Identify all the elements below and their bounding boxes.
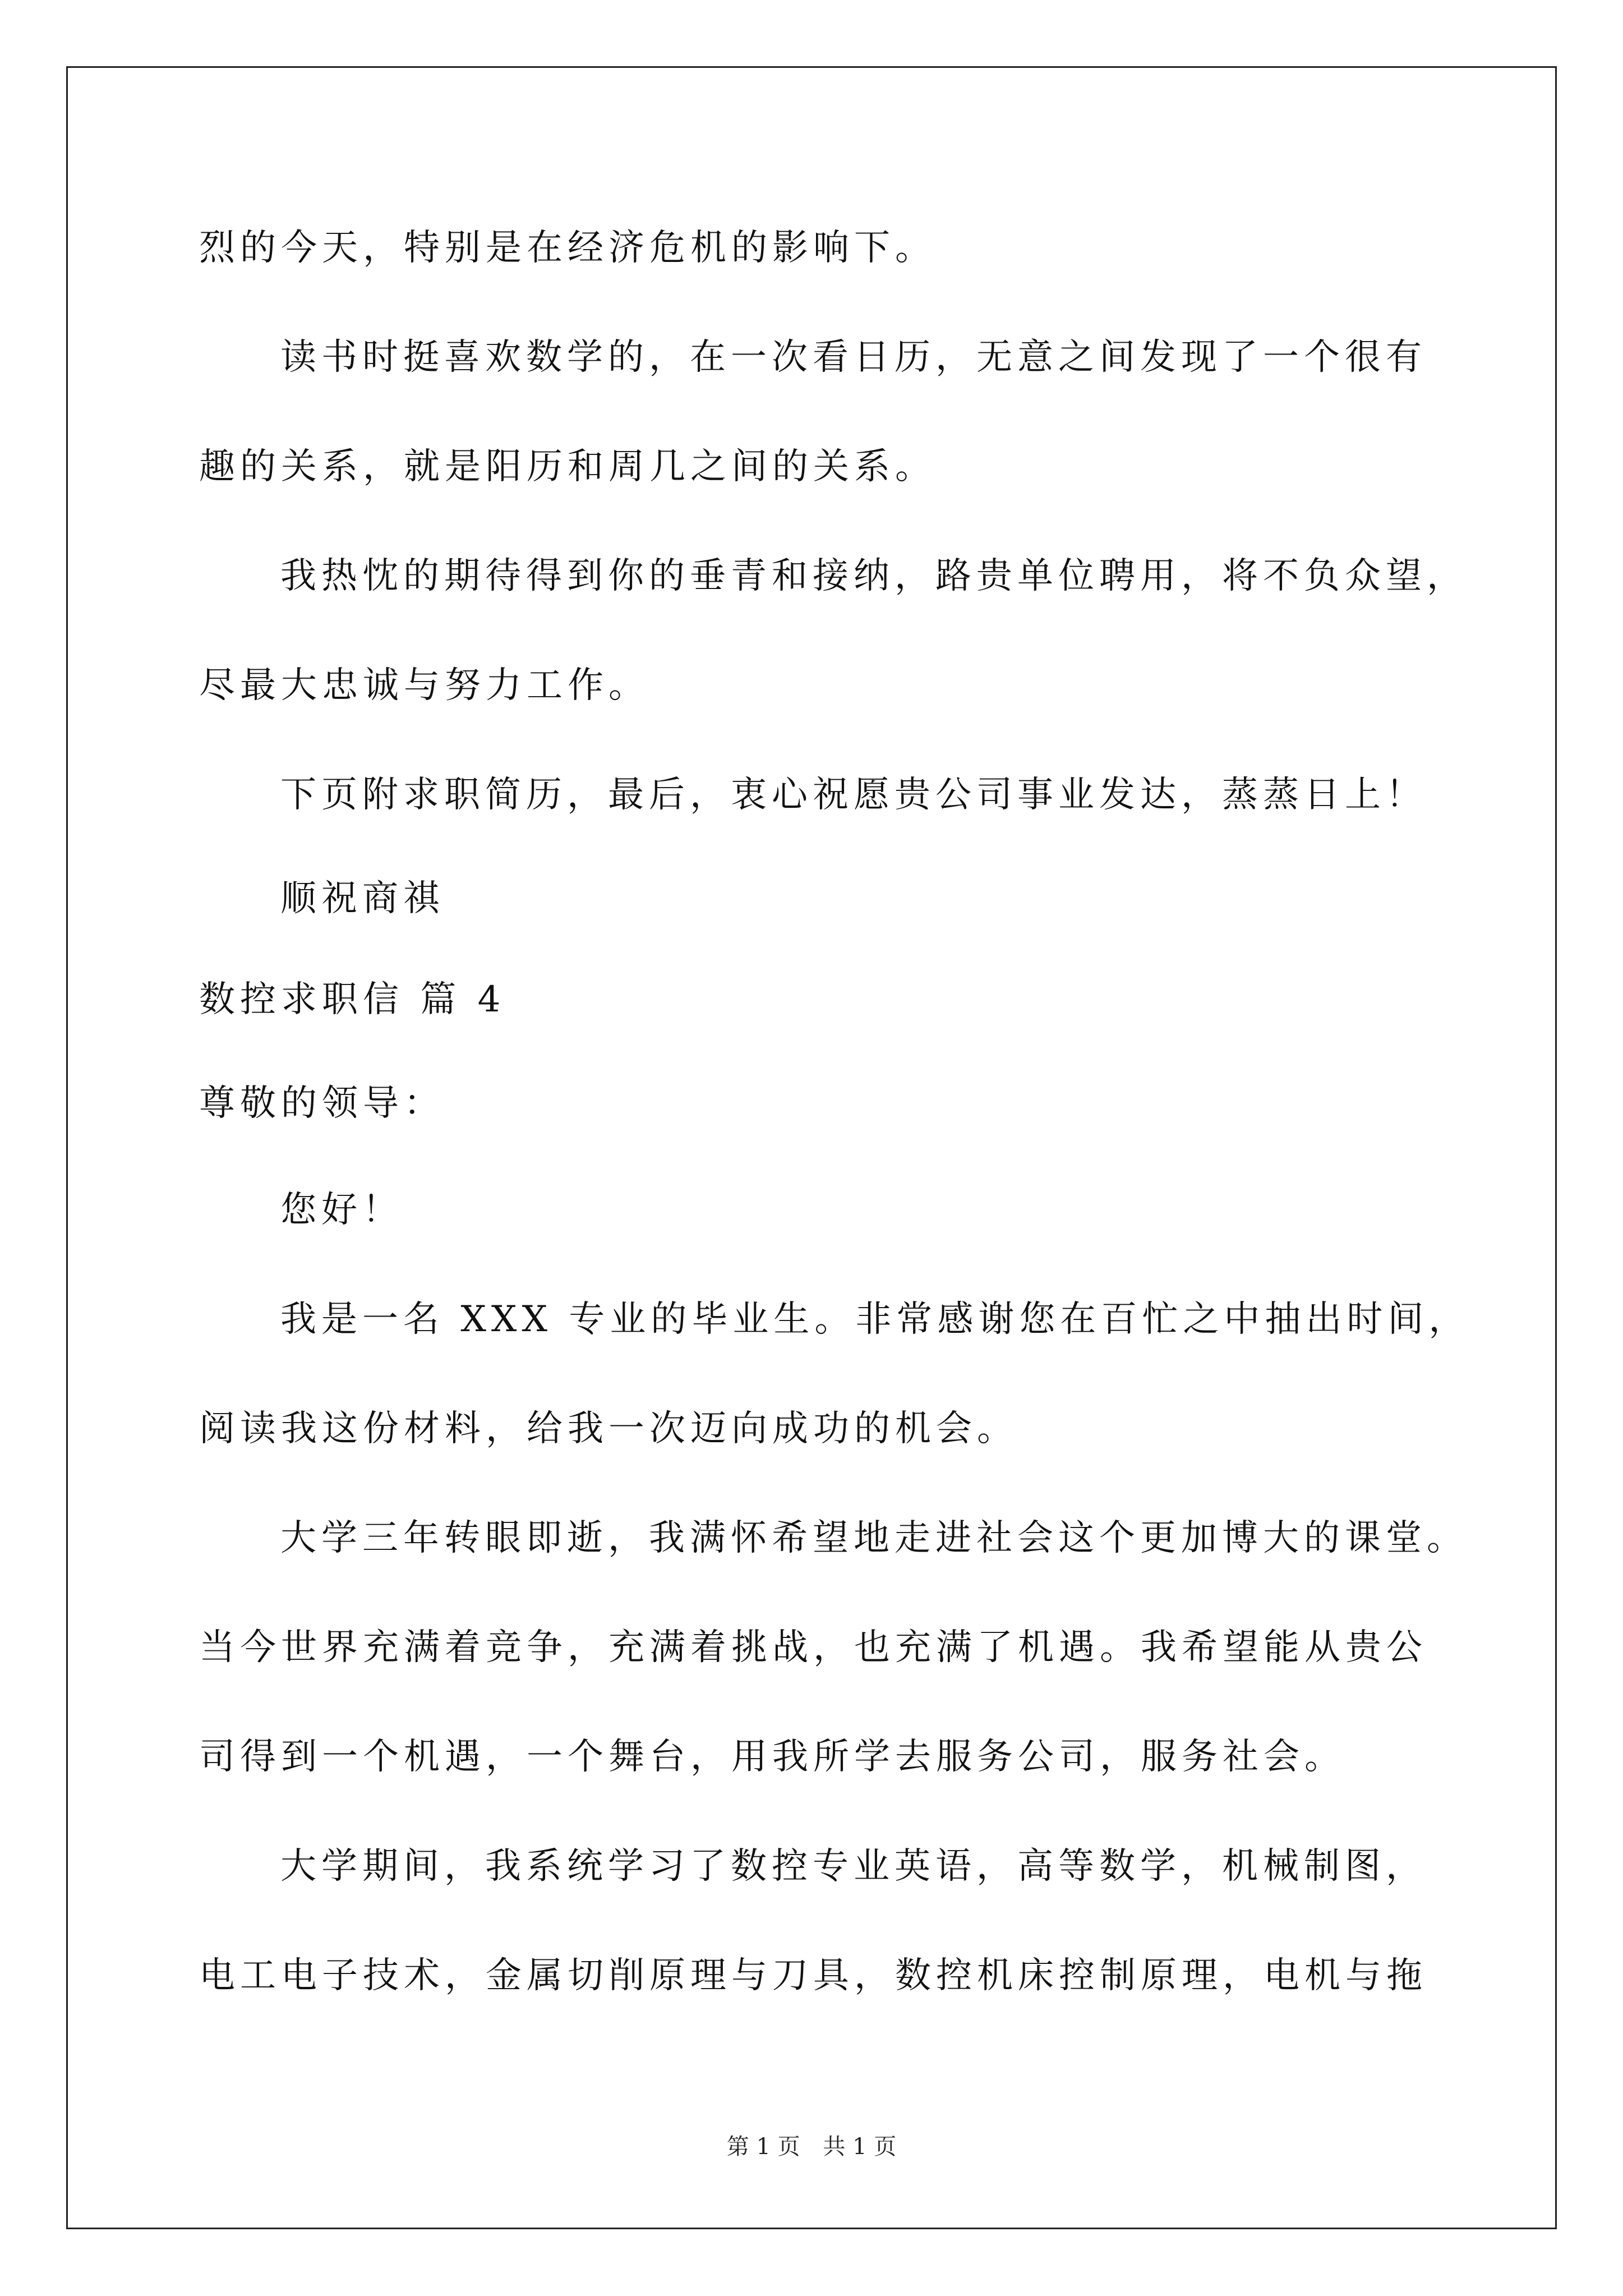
page-number: 第 1 页 bbox=[726, 2134, 800, 2160]
text-line: 我热忱的期待得到你的垂青和接纳，路贵单位聘用，将不负众望， bbox=[280, 555, 1468, 597]
greeting: 您好！ bbox=[280, 1189, 403, 1231]
text-line: 烈的今天，特别是在经济危机的影响下。 bbox=[199, 227, 936, 269]
text-line: 大学期间，我系统学习了数控专业英语，高等数学，机械制图， bbox=[280, 1846, 1427, 1887]
section-heading: 数控求职信 篇 4 bbox=[199, 979, 506, 1020]
text-line: 趣的关系，就是阳历和周几之间的关系。 bbox=[199, 446, 936, 487]
text-line: 阅读我这份材料，给我一次迈向成功的机会。 bbox=[199, 1408, 1018, 1450]
text-line: 司得到一个机遇，一个舞台，用我所学去服务公司，服务社会。 bbox=[199, 1736, 1345, 1778]
text-line: 电工电子技术，金属切削原理与刀具，数控机床控制原理，电机与拖 bbox=[199, 1955, 1427, 1996]
page-border bbox=[66, 66, 1557, 2229]
text-line: 读书时挺喜欢数学的，在一次看日历，无意之间发现了一个很有 bbox=[280, 337, 1427, 378]
text-line: 大学三年转眼即逝，我满怀希望地走进社会这个更加博大的课堂。 bbox=[280, 1517, 1468, 1559]
text-line: 下页附求职简历，最后，衷心祝愿贵公司事业发达，蒸蒸日上！ bbox=[280, 774, 1427, 816]
closing-line: 顺祝商祺 bbox=[280, 878, 444, 919]
text-line: 我是一名 XXX 专业的毕业生。非常感谢您在百忙之中抽出时间， bbox=[280, 1299, 1470, 1340]
page-footer bbox=[0, 2129, 1623, 2161]
text-line: 当今世界充满着竞争，充满着挑战，也充满了机遇。我希望能从贵公 bbox=[199, 1627, 1427, 1668]
page-count: 共 1 页 bbox=[823, 2134, 897, 2160]
text-line: 尽最大忠诚与努力工作。 bbox=[199, 665, 649, 706]
salutation: 尊敬的领导： bbox=[199, 1083, 445, 1124]
